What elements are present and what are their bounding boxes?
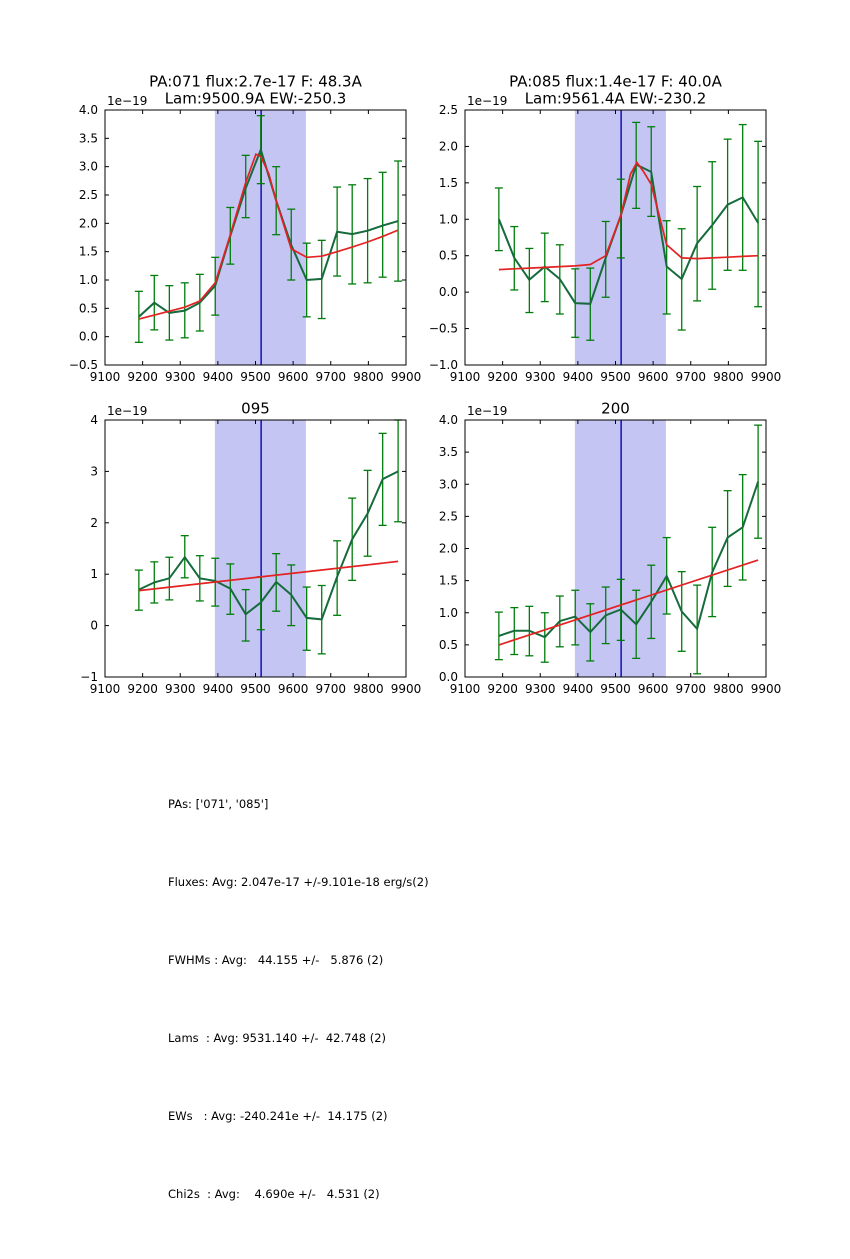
y-tick-label: 3.0 xyxy=(78,159,98,174)
x-tick-label: 9100 xyxy=(89,370,121,384)
y-tick-label: 1.5 xyxy=(78,244,98,259)
y-tick-label: 0.0 xyxy=(438,285,458,300)
x-tick-label: 9900 xyxy=(390,682,422,696)
x-tick-label: 9100 xyxy=(449,682,481,696)
y-tick-label: 0.5 xyxy=(438,248,458,263)
summary-line-ews: EWs : Avg: -240.241e +/- 14.175 (2) xyxy=(168,1109,388,1123)
x-tick-label: 9800 xyxy=(713,682,744,696)
x-tick-label: 9400 xyxy=(562,682,594,696)
summary-line-fluxes: Fluxes: Avg: 2.047e-17 +/-9.101e-18 erg/s(2) xyxy=(168,875,429,889)
x-tick-label: 9900 xyxy=(750,370,782,384)
x-tick-label: 9600 xyxy=(277,682,309,696)
x-tick-label: 9700 xyxy=(315,370,347,384)
y-tick-label: 1 xyxy=(90,567,98,582)
y-axis-offset-label: 1e−19 xyxy=(467,94,508,108)
y-tick-label: 0.0 xyxy=(78,329,98,344)
y-tick-label: 2.5 xyxy=(438,509,458,524)
x-tick-label: 9700 xyxy=(675,370,707,384)
y-tick-label: 2.0 xyxy=(438,541,458,556)
y-tick-label: 1.0 xyxy=(438,605,458,620)
x-tick-label: 9600 xyxy=(637,682,669,696)
x-tick-label: 9500 xyxy=(600,682,631,696)
x-tick-label: 9500 xyxy=(240,682,271,696)
subplot-title: Lam:9500.9A EW:-250.3 xyxy=(164,89,347,108)
x-tick-label: 9400 xyxy=(202,682,234,696)
y-tick-label: 2.0 xyxy=(438,139,458,154)
y-tick-label: −1 xyxy=(80,670,98,684)
summary-text-block xyxy=(168,739,429,1259)
y-axis-offset-label: 1e−19 xyxy=(107,94,148,108)
y-tick-label: 4 xyxy=(90,413,98,427)
x-tick-label: 9200 xyxy=(487,370,518,384)
y-tick-label: −0.5 xyxy=(428,321,458,336)
subplot-title: 095 xyxy=(241,399,270,418)
x-tick-label: 9300 xyxy=(524,682,556,696)
subplot-title: Lam:9561.4A EW:-230.2 xyxy=(524,89,707,108)
y-tick-label: 0.5 xyxy=(438,637,458,652)
y-tick-label: 2.5 xyxy=(78,188,98,202)
x-tick-label: 9800 xyxy=(713,370,744,384)
y-tick-label: 3.0 xyxy=(438,477,458,492)
y-tick-label: 2.5 xyxy=(438,103,458,117)
y-axis-offset-label: 1e−19 xyxy=(467,404,508,418)
y-tick-label: 2.0 xyxy=(78,216,98,231)
x-tick-label: 9200 xyxy=(487,682,518,696)
x-tick-label: 9700 xyxy=(675,682,707,696)
subplot-title: PA:085 flux:1.4e-17 F: 40.0A xyxy=(509,72,722,91)
y-tick-label: 0.0 xyxy=(438,670,458,684)
y-tick-label: −1.0 xyxy=(428,358,458,372)
summary-line-chi2s: Chi2s : Avg: 4.690e +/- 4.531 (2) xyxy=(168,1187,380,1201)
subplot-title: PA:071 flux:2.7e-17 F: 48.3A xyxy=(149,72,362,91)
x-tick-label: 9700 xyxy=(315,682,347,696)
x-tick-label: 9800 xyxy=(353,682,384,696)
y-tick-label: 0 xyxy=(90,618,98,633)
x-tick-label: 9400 xyxy=(562,370,594,384)
x-tick-label: 9300 xyxy=(524,370,556,384)
y-tick-label: 2 xyxy=(90,515,98,530)
x-tick-label: 9400 xyxy=(202,370,234,384)
x-tick-label: 9600 xyxy=(637,370,669,384)
y-tick-label: 3.5 xyxy=(438,445,458,460)
y-tick-label: 1.0 xyxy=(438,212,458,227)
y-tick-label: 0.5 xyxy=(78,301,98,316)
y-tick-label: 1.5 xyxy=(438,573,458,588)
x-tick-label: 9500 xyxy=(600,370,631,384)
x-tick-label: 9900 xyxy=(750,682,782,696)
y-tick-label: 1.5 xyxy=(438,175,458,190)
y-tick-label: 3 xyxy=(90,464,98,479)
summary-line-pas: PAs: ['071', '085'] xyxy=(168,797,269,811)
y-tick-label: −0.5 xyxy=(68,358,98,372)
x-tick-label: 9200 xyxy=(127,370,158,384)
x-tick-label: 9900 xyxy=(390,370,422,384)
summary-line-lams: Lams : Avg: 9531.140 +/- 42.748 (2) xyxy=(168,1031,387,1045)
summary-line-fwhms: FWHMs : Avg: 44.155 +/- 5.876 (2) xyxy=(168,953,384,967)
x-tick-label: 9500 xyxy=(240,370,271,384)
x-tick-label: 9800 xyxy=(353,370,384,384)
x-tick-label: 9300 xyxy=(164,370,196,384)
subplot-title: 200 xyxy=(601,399,630,418)
y-axis-offset-label: 1e−19 xyxy=(107,404,148,418)
x-tick-label: 9200 xyxy=(127,682,158,696)
y-tick-label: 4.0 xyxy=(438,413,458,427)
x-tick-label: 9100 xyxy=(89,682,121,696)
x-tick-label: 9300 xyxy=(164,682,196,696)
x-tick-label: 9600 xyxy=(277,370,309,384)
y-tick-label: 4.0 xyxy=(78,103,98,117)
x-tick-label: 9100 xyxy=(449,370,481,384)
y-tick-label: 3.5 xyxy=(78,131,98,146)
y-tick-label: 1.0 xyxy=(78,273,98,287)
